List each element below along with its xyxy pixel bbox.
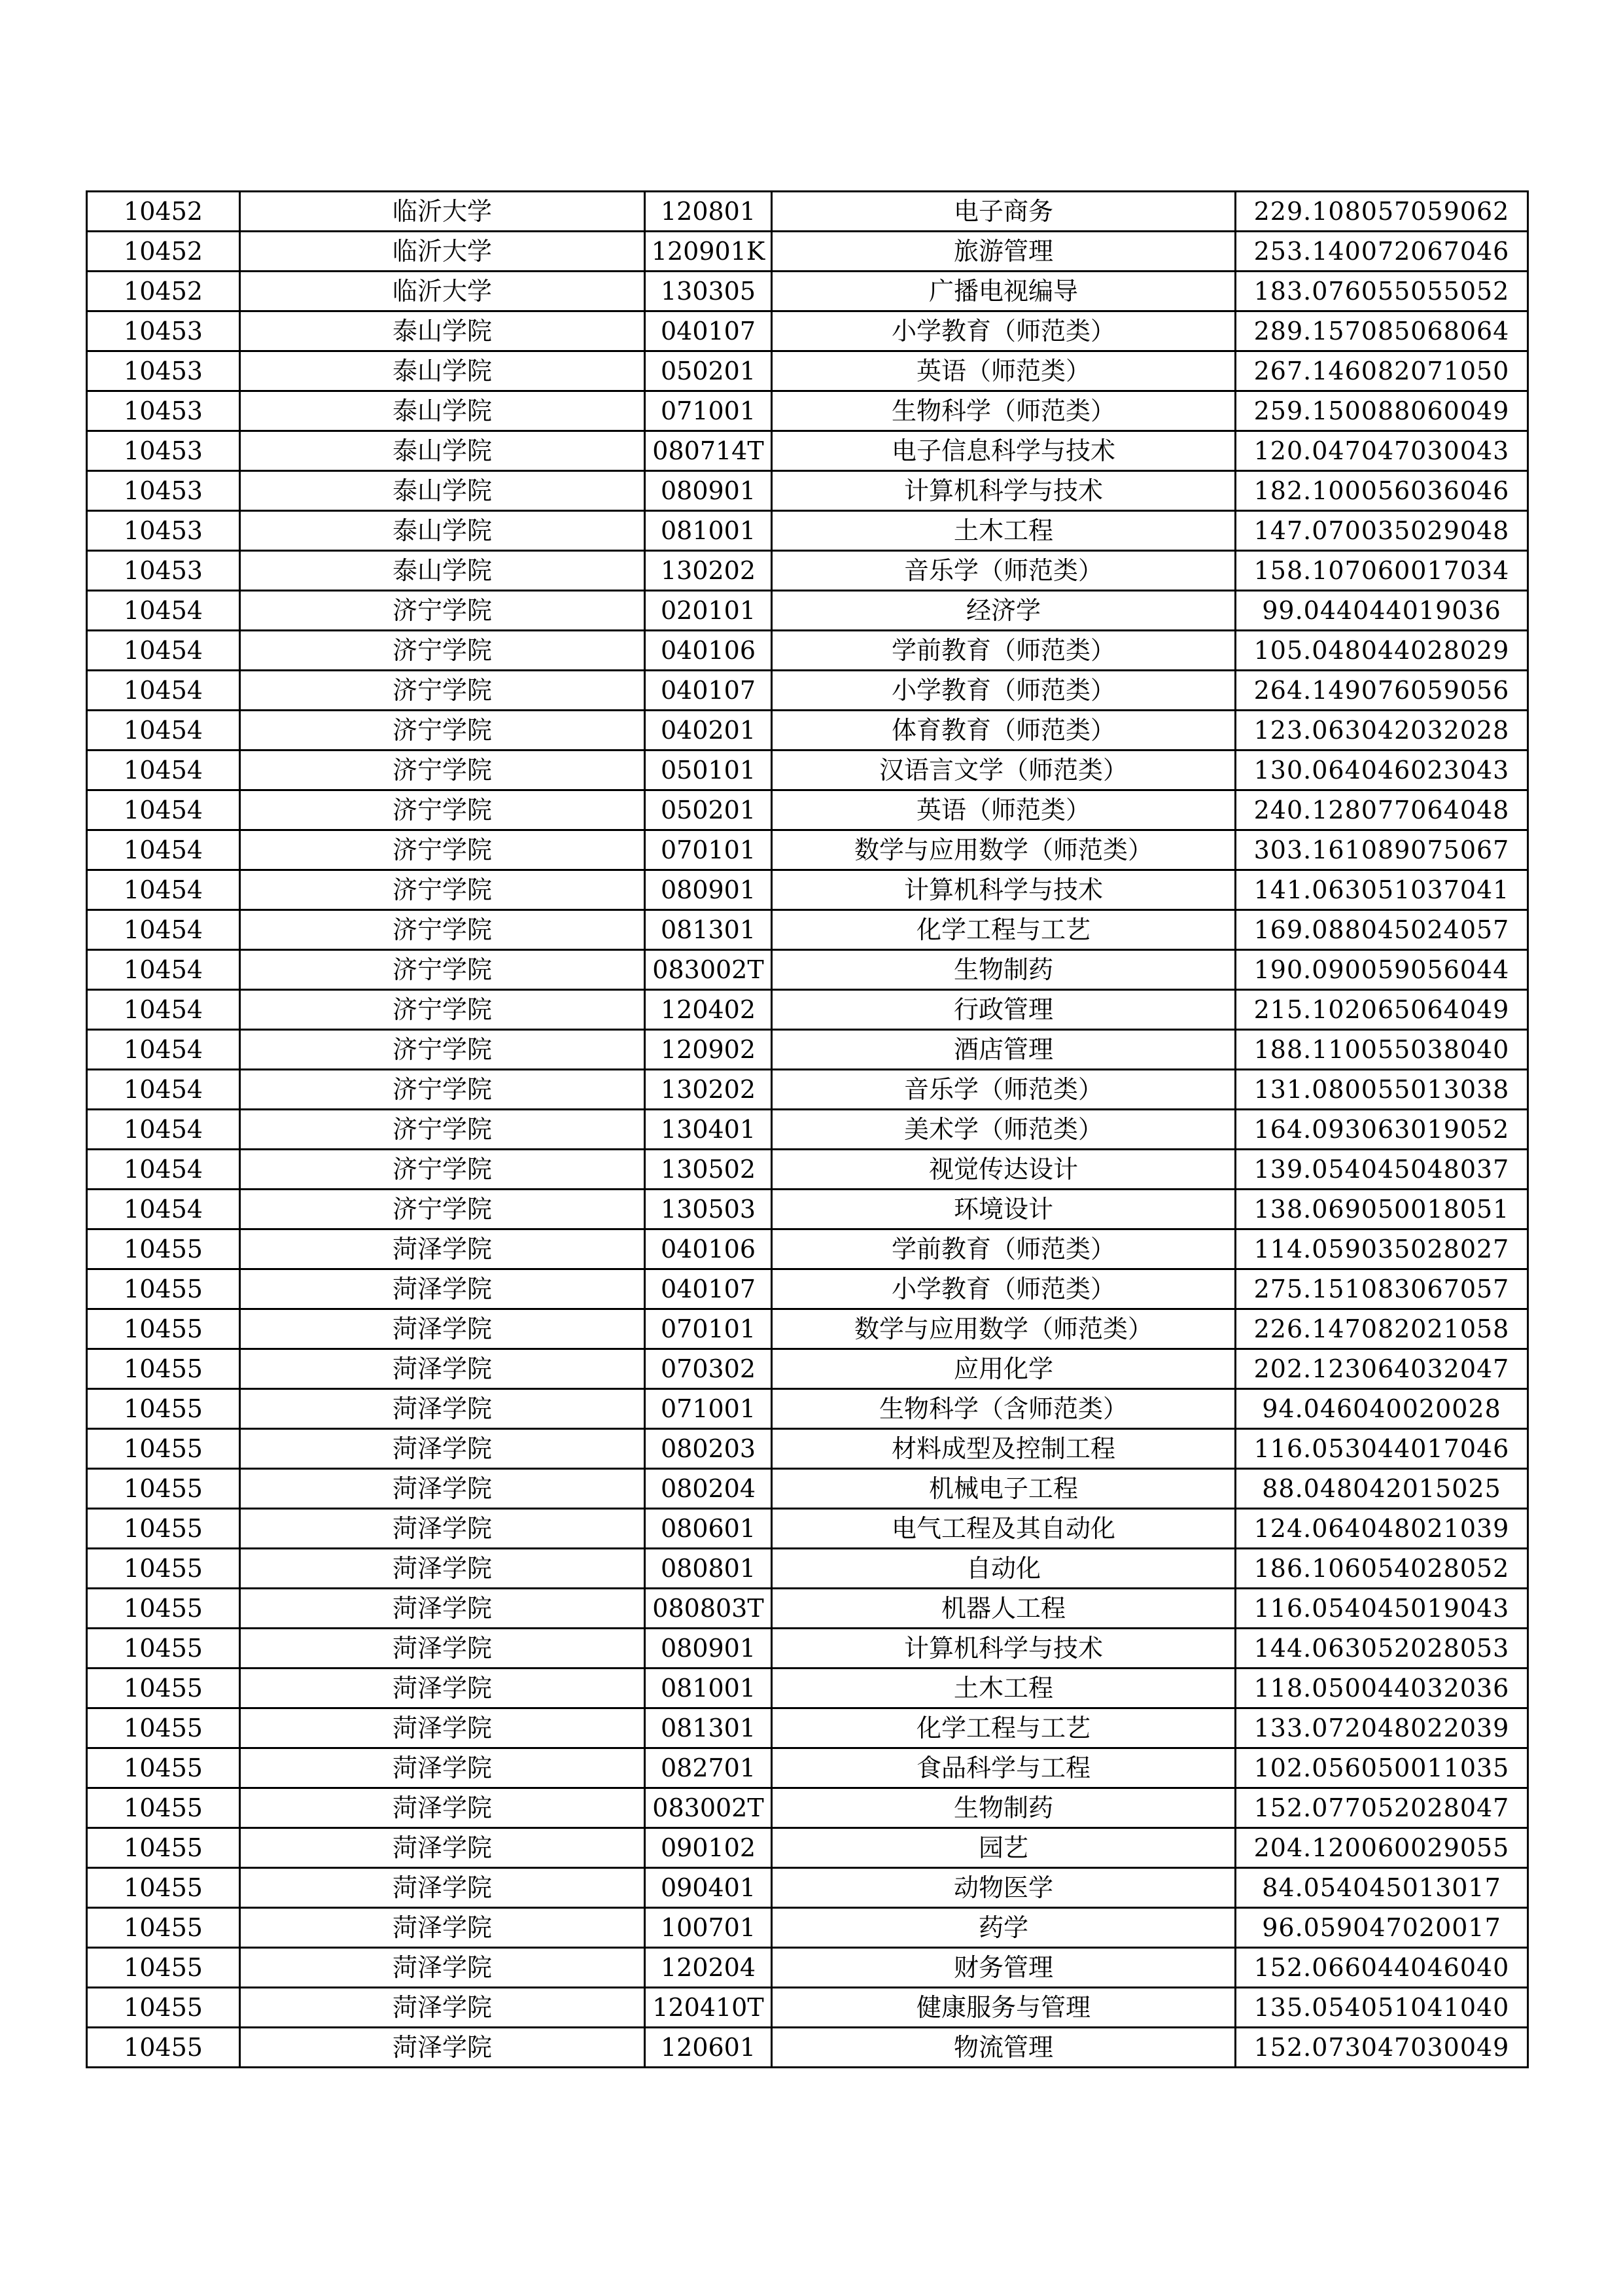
major-name-cell: 机械电子工程 xyxy=(772,1469,1236,1509)
major-name-cell: 化学工程与工艺 xyxy=(772,1708,1236,1748)
major-name-cell: 数学与应用数学（师范类） xyxy=(772,830,1236,870)
institution-name-cell: 济宁学院 xyxy=(240,990,645,1030)
institution-name-cell: 济宁学院 xyxy=(240,830,645,870)
institution-code-cell: 10453 xyxy=(87,351,240,391)
table-row xyxy=(87,1429,1528,1469)
major-name-cell: 数学与应用数学（师范类） xyxy=(772,1309,1236,1349)
table-row xyxy=(87,431,1528,471)
institution-name-cell: 菏泽学院 xyxy=(240,1669,645,1708)
major-name-cell: 机器人工程 xyxy=(772,1589,1236,1629)
table-row xyxy=(87,990,1528,1030)
institution-code-cell: 10453 xyxy=(87,471,240,511)
institution-name-cell: 菏泽学院 xyxy=(240,1589,645,1629)
major-code-cell: 080714T xyxy=(645,431,772,471)
institution-code-cell: 10453 xyxy=(87,511,240,551)
score-cell: 202.123064032047 xyxy=(1236,1349,1528,1389)
institution-code-cell: 10455 xyxy=(87,1589,240,1629)
table-row xyxy=(87,711,1528,751)
major-code-cell: 080203 xyxy=(645,1429,772,1469)
institution-code-cell: 10454 xyxy=(87,1150,240,1190)
table-row xyxy=(87,1948,1528,1988)
institution-code-cell: 10454 xyxy=(87,751,240,790)
major-code-cell: 080901 xyxy=(645,471,772,511)
major-code-cell: 040106 xyxy=(645,1229,772,1269)
major-code-cell: 050101 xyxy=(645,751,772,790)
institution-code-cell: 10454 xyxy=(87,870,240,910)
major-code-cell: 081301 xyxy=(645,910,772,950)
major-name-cell: 财务管理 xyxy=(772,1948,1236,1988)
institution-name-cell: 泰山学院 xyxy=(240,351,645,391)
major-name-cell: 健康服务与管理 xyxy=(772,1988,1236,2028)
institution-name-cell: 菏泽学院 xyxy=(240,1309,645,1349)
institution-name-cell: 济宁学院 xyxy=(240,671,645,711)
major-name-cell: 生物科学（含师范类） xyxy=(772,1389,1236,1429)
institution-code-cell: 10452 xyxy=(87,192,240,232)
major-name-cell: 食品科学与工程 xyxy=(772,1748,1236,1788)
institution-code-cell: 10454 xyxy=(87,790,240,830)
major-name-cell: 小学教育（师范类） xyxy=(772,311,1236,351)
table-row xyxy=(87,551,1528,591)
major-name-cell: 园艺 xyxy=(772,1828,1236,1868)
table-row xyxy=(87,192,1528,232)
score-cell: 147.070035029048 xyxy=(1236,511,1528,551)
score-cell: 164.093063019052 xyxy=(1236,1110,1528,1150)
major-name-cell: 计算机科学与技术 xyxy=(772,1629,1236,1669)
score-cell: 229.108057059062 xyxy=(1236,192,1528,232)
institution-name-cell: 济宁学院 xyxy=(240,631,645,671)
score-cell: 124.064048021039 xyxy=(1236,1509,1528,1549)
table-row xyxy=(87,1469,1528,1509)
institution-name-cell: 菏泽学院 xyxy=(240,1708,645,1748)
score-cell: 102.056050011035 xyxy=(1236,1748,1528,1788)
institution-code-cell: 10455 xyxy=(87,1788,240,1828)
major-name-cell: 生物制药 xyxy=(772,950,1236,990)
score-cell: 99.044044019036 xyxy=(1236,591,1528,631)
institution-code-cell: 10455 xyxy=(87,1629,240,1669)
table-row xyxy=(87,1988,1528,2028)
major-code-cell: 080204 xyxy=(645,1469,772,1509)
score-cell: 253.140072067046 xyxy=(1236,232,1528,272)
major-code-cell: 040107 xyxy=(645,671,772,711)
table-row xyxy=(87,1788,1528,1828)
institution-name-cell: 泰山学院 xyxy=(240,311,645,351)
table-row xyxy=(87,1629,1528,1669)
major-name-cell: 电子信息科学与技术 xyxy=(772,431,1236,471)
institution-name-cell: 菏泽学院 xyxy=(240,1469,645,1509)
table-row xyxy=(87,351,1528,391)
institution-code-cell: 10455 xyxy=(87,1509,240,1549)
major-name-cell: 物流管理 xyxy=(772,2028,1236,2068)
institution-name-cell: 泰山学院 xyxy=(240,511,645,551)
institution-name-cell: 菏泽学院 xyxy=(240,2028,645,2068)
major-code-cell: 050201 xyxy=(645,790,772,830)
table-row xyxy=(87,272,1528,311)
major-name-cell: 旅游管理 xyxy=(772,232,1236,272)
table-row xyxy=(87,870,1528,910)
institution-name-cell: 临沂大学 xyxy=(240,232,645,272)
score-cell: 133.072048022039 xyxy=(1236,1708,1528,1748)
score-cell: 88.048042015025 xyxy=(1236,1469,1528,1509)
institution-name-cell: 临沂大学 xyxy=(240,192,645,232)
score-cell: 188.110055038040 xyxy=(1236,1030,1528,1070)
major-name-cell: 环境设计 xyxy=(772,1190,1236,1229)
major-code-cell: 020101 xyxy=(645,591,772,631)
major-name-cell: 材料成型及控制工程 xyxy=(772,1429,1236,1469)
institution-name-cell: 泰山学院 xyxy=(240,391,645,431)
institution-name-cell: 济宁学院 xyxy=(240,1030,645,1070)
table-row xyxy=(87,1509,1528,1549)
major-name-cell: 化学工程与工艺 xyxy=(772,910,1236,950)
score-cell: 190.090059056044 xyxy=(1236,950,1528,990)
institution-code-cell: 10455 xyxy=(87,1389,240,1429)
institution-name-cell: 济宁学院 xyxy=(240,1070,645,1110)
table-row xyxy=(87,1309,1528,1349)
institution-name-cell: 菏泽学院 xyxy=(240,1349,645,1389)
institution-code-cell: 10453 xyxy=(87,431,240,471)
major-code-cell: 081301 xyxy=(645,1708,772,1748)
table-row xyxy=(87,1190,1528,1229)
major-name-cell: 行政管理 xyxy=(772,990,1236,1030)
table-row xyxy=(87,232,1528,272)
table-row xyxy=(87,950,1528,990)
institution-code-cell: 10455 xyxy=(87,1429,240,1469)
major-name-cell: 音乐学（师范类） xyxy=(772,551,1236,591)
score-cell: 275.151083067057 xyxy=(1236,1269,1528,1309)
institution-code-cell: 10455 xyxy=(87,1229,240,1269)
score-cell: 303.161089075067 xyxy=(1236,830,1528,870)
major-name-cell: 汉语言文学（师范类） xyxy=(772,751,1236,790)
major-code-cell: 080801 xyxy=(645,1549,772,1589)
score-cell: 114.059035028027 xyxy=(1236,1229,1528,1269)
table-row xyxy=(87,1828,1528,1868)
major-code-cell: 071001 xyxy=(645,1389,772,1429)
major-code-cell: 080803T xyxy=(645,1589,772,1629)
institution-name-cell: 泰山学院 xyxy=(240,551,645,591)
major-code-cell: 120901K xyxy=(645,232,772,272)
score-cell: 204.120060029055 xyxy=(1236,1828,1528,1868)
score-cell: 116.054045019043 xyxy=(1236,1589,1528,1629)
score-cell: 96.059047020017 xyxy=(1236,1908,1528,1948)
institution-name-cell: 泰山学院 xyxy=(240,471,645,511)
score-cell: 240.128077064048 xyxy=(1236,790,1528,830)
major-name-cell: 电子商务 xyxy=(772,192,1236,232)
institution-name-cell: 济宁学院 xyxy=(240,1190,645,1229)
score-cell: 131.080055013038 xyxy=(1236,1070,1528,1110)
table-row xyxy=(87,1549,1528,1589)
major-code-cell: 090102 xyxy=(645,1828,772,1868)
table-row xyxy=(87,1748,1528,1788)
score-cell: 226.147082021058 xyxy=(1236,1309,1528,1349)
major-name-cell: 体育教育（师范类） xyxy=(772,711,1236,751)
institution-name-cell: 济宁学院 xyxy=(240,591,645,631)
major-code-cell: 130401 xyxy=(645,1110,772,1150)
major-name-cell: 计算机科学与技术 xyxy=(772,471,1236,511)
institution-code-cell: 10454 xyxy=(87,631,240,671)
major-name-cell: 广播电视编导 xyxy=(772,272,1236,311)
institution-code-cell: 10455 xyxy=(87,1469,240,1509)
major-code-cell: 050201 xyxy=(645,351,772,391)
institution-code-cell: 10454 xyxy=(87,711,240,751)
institution-code-cell: 10455 xyxy=(87,2028,240,2068)
major-name-cell: 小学教育（师范类） xyxy=(772,671,1236,711)
major-name-cell: 土木工程 xyxy=(772,1669,1236,1708)
institution-code-cell: 10454 xyxy=(87,671,240,711)
score-cell: 120.047047030043 xyxy=(1236,431,1528,471)
institution-code-cell: 10453 xyxy=(87,391,240,431)
major-name-cell: 动物医学 xyxy=(772,1868,1236,1908)
institution-code-cell: 10452 xyxy=(87,232,240,272)
institution-code-cell: 10455 xyxy=(87,1669,240,1708)
institution-name-cell: 菏泽学院 xyxy=(240,1948,645,1988)
score-cell: 182.100056036046 xyxy=(1236,471,1528,511)
table-row xyxy=(87,1150,1528,1190)
institution-code-cell: 10454 xyxy=(87,950,240,990)
institution-name-cell: 菏泽学院 xyxy=(240,1389,645,1429)
major-name-cell: 药学 xyxy=(772,1908,1236,1948)
institution-name-cell: 济宁学院 xyxy=(240,910,645,950)
major-code-cell: 130305 xyxy=(645,272,772,311)
table-row xyxy=(87,2028,1528,2068)
score-cell: 152.073047030049 xyxy=(1236,2028,1528,2068)
score-cell: 158.107060017034 xyxy=(1236,551,1528,591)
institution-name-cell: 济宁学院 xyxy=(240,1150,645,1190)
institution-code-cell: 10455 xyxy=(87,1908,240,1948)
institution-name-cell: 菏泽学院 xyxy=(240,1629,645,1669)
institution-name-cell: 济宁学院 xyxy=(240,870,645,910)
major-code-cell: 083002T xyxy=(645,1788,772,1828)
institution-code-cell: 10454 xyxy=(87,1110,240,1150)
score-cell: 152.066044046040 xyxy=(1236,1948,1528,1988)
table-row xyxy=(87,1110,1528,1150)
institution-name-cell: 济宁学院 xyxy=(240,751,645,790)
score-cell: 105.048044028029 xyxy=(1236,631,1528,671)
institution-code-cell: 10454 xyxy=(87,830,240,870)
score-cell: 84.054045013017 xyxy=(1236,1868,1528,1908)
institution-name-cell: 菏泽学院 xyxy=(240,1788,645,1828)
institution-name-cell: 济宁学院 xyxy=(240,1110,645,1150)
major-code-cell: 120601 xyxy=(645,2028,772,2068)
table-row xyxy=(87,671,1528,711)
major-name-cell: 应用化学 xyxy=(772,1349,1236,1389)
major-code-cell: 081001 xyxy=(645,511,772,551)
major-code-cell: 120801 xyxy=(645,192,772,232)
table-row xyxy=(87,1669,1528,1708)
institution-code-cell: 10455 xyxy=(87,1349,240,1389)
table-row xyxy=(87,1269,1528,1309)
institution-name-cell: 泰山学院 xyxy=(240,431,645,471)
major-name-cell: 美术学（师范类） xyxy=(772,1110,1236,1150)
institution-name-cell: 济宁学院 xyxy=(240,950,645,990)
table-row xyxy=(87,511,1528,551)
table-row xyxy=(87,1868,1528,1908)
institution-name-cell: 菏泽学院 xyxy=(240,1868,645,1908)
major-code-cell: 130202 xyxy=(645,551,772,591)
institution-code-cell: 10454 xyxy=(87,990,240,1030)
institution-code-cell: 10455 xyxy=(87,1868,240,1908)
institution-code-cell: 10454 xyxy=(87,1030,240,1070)
score-cell: 138.069050018051 xyxy=(1236,1190,1528,1229)
table-row xyxy=(87,1908,1528,1948)
score-cell: 152.077052028047 xyxy=(1236,1788,1528,1828)
institution-name-cell: 菏泽学院 xyxy=(240,1748,645,1788)
major-code-cell: 120204 xyxy=(645,1948,772,1988)
institution-name-cell: 菏泽学院 xyxy=(240,1269,645,1309)
table-row xyxy=(87,1589,1528,1629)
institution-name-cell: 济宁学院 xyxy=(240,790,645,830)
major-code-cell: 040107 xyxy=(645,1269,772,1309)
institution-code-cell: 10453 xyxy=(87,311,240,351)
major-name-cell: 小学教育（师范类） xyxy=(772,1269,1236,1309)
institution-code-cell: 10454 xyxy=(87,1190,240,1229)
major-code-cell: 080901 xyxy=(645,870,772,910)
institution-code-cell: 10455 xyxy=(87,1988,240,2028)
major-code-cell: 120902 xyxy=(645,1030,772,1070)
institution-code-cell: 10455 xyxy=(87,1549,240,1589)
score-cell: 141.063051037041 xyxy=(1236,870,1528,910)
table-row xyxy=(87,910,1528,950)
major-code-cell: 100701 xyxy=(645,1908,772,1948)
score-cell: 267.146082071050 xyxy=(1236,351,1528,391)
institution-name-cell: 菏泽学院 xyxy=(240,1429,645,1469)
major-name-cell: 学前教育（师范类） xyxy=(772,1229,1236,1269)
score-cell: 215.102065064049 xyxy=(1236,990,1528,1030)
table-row xyxy=(87,1349,1528,1389)
major-code-cell: 130202 xyxy=(645,1070,772,1110)
table-row xyxy=(87,1229,1528,1269)
institution-name-cell: 菏泽学院 xyxy=(240,1229,645,1269)
score-cell: 264.149076059056 xyxy=(1236,671,1528,711)
table-row xyxy=(87,471,1528,511)
table-row xyxy=(87,790,1528,830)
score-cell: 186.106054028052 xyxy=(1236,1549,1528,1589)
table-row xyxy=(87,591,1528,631)
major-name-cell: 计算机科学与技术 xyxy=(772,870,1236,910)
score-cell: 144.063052028053 xyxy=(1236,1629,1528,1669)
table-row xyxy=(87,830,1528,870)
table-body xyxy=(87,192,1528,2068)
score-cell: 118.050044032036 xyxy=(1236,1669,1528,1708)
major-code-cell: 120402 xyxy=(645,990,772,1030)
major-code-cell: 080601 xyxy=(645,1509,772,1549)
major-code-cell: 040106 xyxy=(645,631,772,671)
major-name-cell: 电气工程及其自动化 xyxy=(772,1509,1236,1549)
institution-code-cell: 10452 xyxy=(87,272,240,311)
institution-code-cell: 10455 xyxy=(87,1748,240,1788)
score-cell: 259.150088060049 xyxy=(1236,391,1528,431)
institution-code-cell: 10455 xyxy=(87,1708,240,1748)
table-row xyxy=(87,751,1528,790)
institution-name-cell: 菏泽学院 xyxy=(240,1549,645,1589)
table-row xyxy=(87,631,1528,671)
major-code-cell: 040107 xyxy=(645,311,772,351)
score-cell: 183.076055055052 xyxy=(1236,272,1528,311)
institution-code-cell: 10455 xyxy=(87,1269,240,1309)
table-row xyxy=(87,1389,1528,1429)
major-code-cell: 081001 xyxy=(645,1669,772,1708)
score-cell: 135.054051041040 xyxy=(1236,1988,1528,2028)
major-name-cell: 经济学 xyxy=(772,591,1236,631)
institution-name-cell: 临沂大学 xyxy=(240,272,645,311)
major-code-cell: 071001 xyxy=(645,391,772,431)
major-code-cell: 082701 xyxy=(645,1748,772,1788)
institution-code-cell: 10455 xyxy=(87,1828,240,1868)
table-row xyxy=(87,391,1528,431)
score-cell: 116.053044017046 xyxy=(1236,1429,1528,1469)
institution-code-cell: 10455 xyxy=(87,1309,240,1349)
institution-code-cell: 10455 xyxy=(87,1948,240,1988)
major-name-cell: 生物制药 xyxy=(772,1788,1236,1828)
major-code-cell: 070101 xyxy=(645,1309,772,1349)
score-cell: 169.088045024057 xyxy=(1236,910,1528,950)
major-name-cell: 视觉传达设计 xyxy=(772,1150,1236,1190)
score-cell: 130.064046023043 xyxy=(1236,751,1528,790)
table-row xyxy=(87,1708,1528,1748)
table-row xyxy=(87,311,1528,351)
major-name-cell: 生物科学（师范类） xyxy=(772,391,1236,431)
major-name-cell: 英语（师范类） xyxy=(772,790,1236,830)
data-table xyxy=(86,190,1529,2068)
score-cell: 139.054045048037 xyxy=(1236,1150,1528,1190)
major-code-cell: 080901 xyxy=(645,1629,772,1669)
major-code-cell: 120410T xyxy=(645,1988,772,2028)
table-row xyxy=(87,1070,1528,1110)
major-code-cell: 130502 xyxy=(645,1150,772,1190)
major-code-cell: 130503 xyxy=(645,1190,772,1229)
score-cell: 289.157085068064 xyxy=(1236,311,1528,351)
score-cell: 94.046040020028 xyxy=(1236,1389,1528,1429)
institution-name-cell: 菏泽学院 xyxy=(240,1509,645,1549)
table-row xyxy=(87,1030,1528,1070)
major-name-cell: 学前教育（师范类） xyxy=(772,631,1236,671)
institution-name-cell: 济宁学院 xyxy=(240,711,645,751)
institution-name-cell: 菏泽学院 xyxy=(240,1828,645,1868)
institution-code-cell: 10454 xyxy=(87,591,240,631)
major-code-cell: 083002T xyxy=(645,950,772,990)
institution-name-cell: 菏泽学院 xyxy=(240,1908,645,1948)
major-name-cell: 酒店管理 xyxy=(772,1030,1236,1070)
institution-code-cell: 10454 xyxy=(87,1070,240,1110)
major-code-cell: 040201 xyxy=(645,711,772,751)
score-cell: 123.063042032028 xyxy=(1236,711,1528,751)
major-code-cell: 070302 xyxy=(645,1349,772,1389)
major-name-cell: 自动化 xyxy=(772,1549,1236,1589)
institution-name-cell: 菏泽学院 xyxy=(240,1988,645,2028)
major-name-cell: 音乐学（师范类） xyxy=(772,1070,1236,1110)
major-code-cell: 090401 xyxy=(645,1868,772,1908)
major-name-cell: 土木工程 xyxy=(772,511,1236,551)
major-name-cell: 英语（师范类） xyxy=(772,351,1236,391)
major-code-cell: 070101 xyxy=(645,830,772,870)
institution-code-cell: 10454 xyxy=(87,910,240,950)
institution-code-cell: 10453 xyxy=(87,551,240,591)
